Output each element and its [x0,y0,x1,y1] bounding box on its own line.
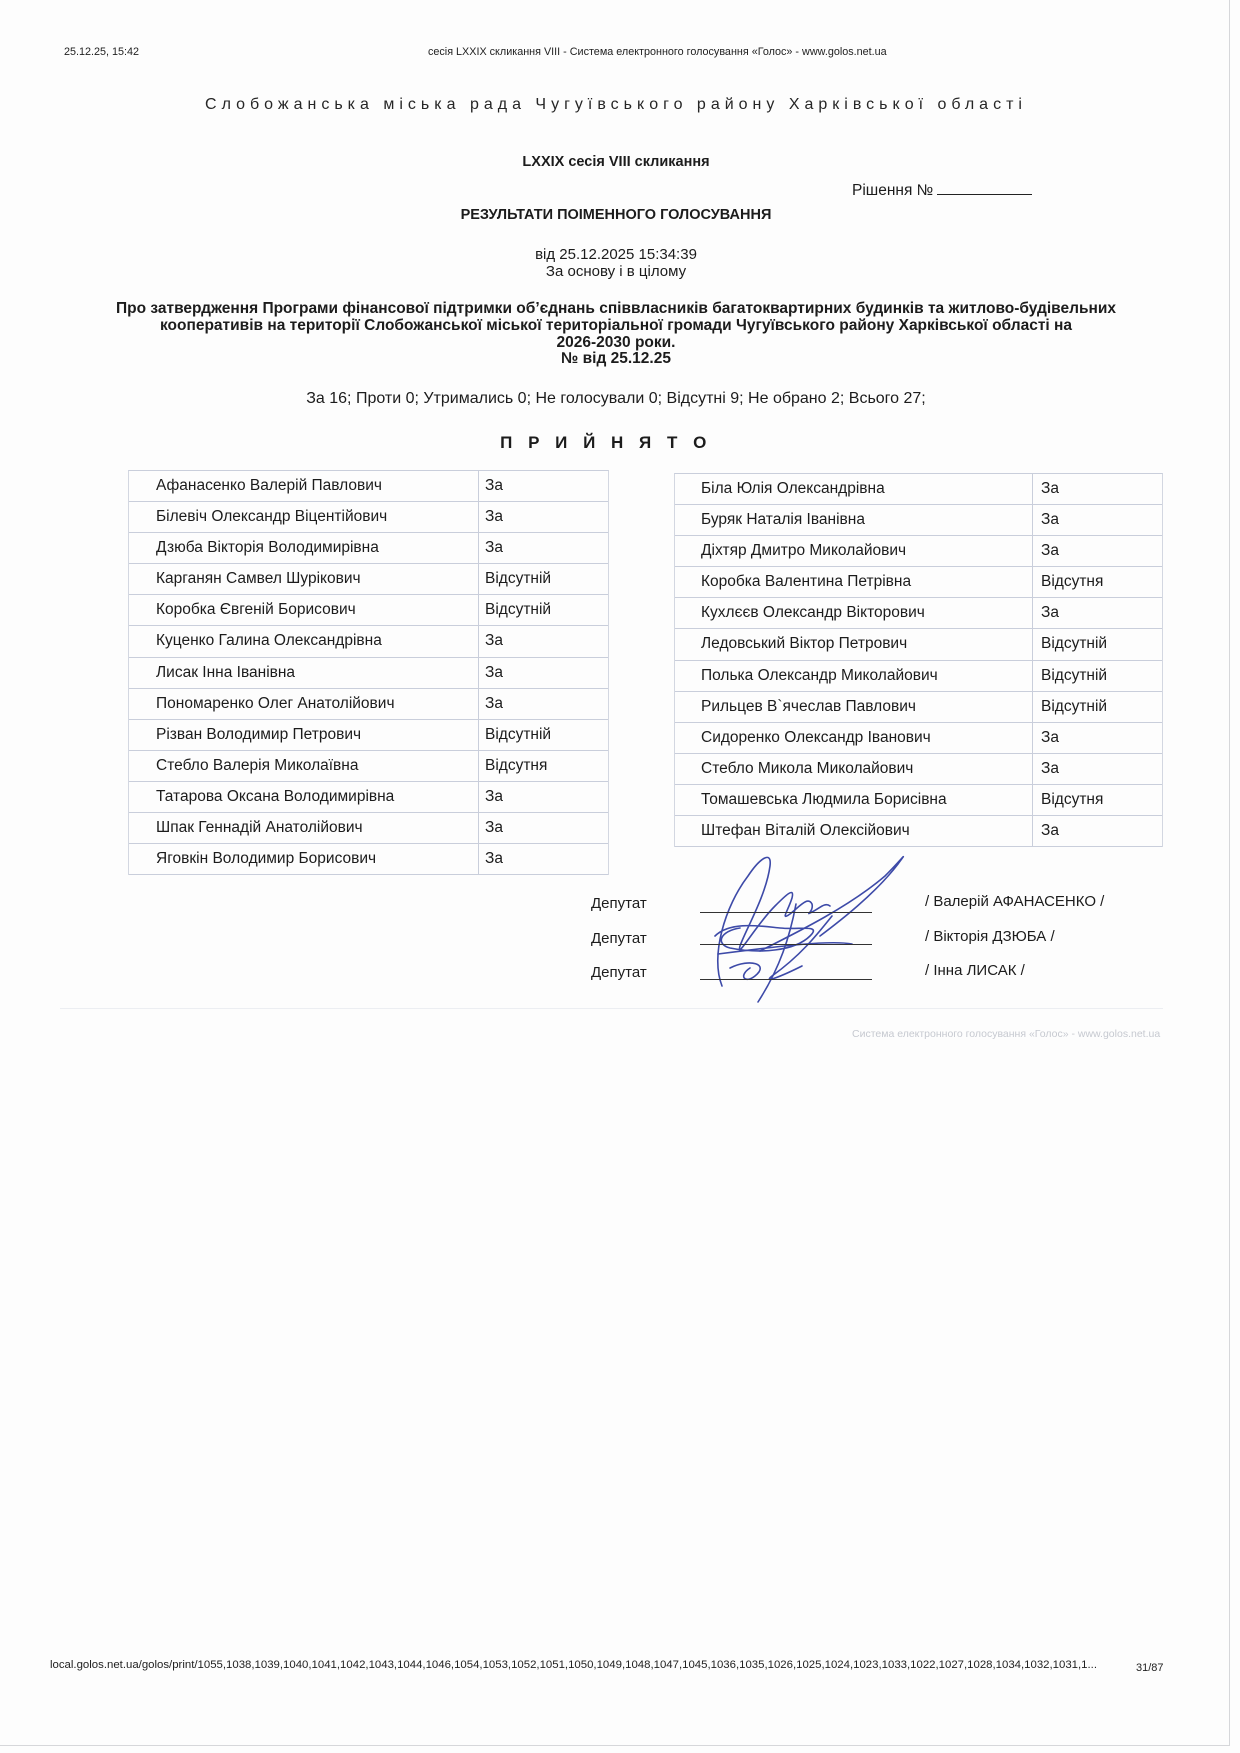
vote-row [129,626,608,657]
vote-row [129,720,608,751]
deputy-name: Ледовський Віктор Петрович [675,629,1033,659]
vote-row [129,751,608,782]
vote-row [675,785,1162,816]
handwritten-signature [700,836,940,1006]
scan-edge-bottom [0,1745,1230,1746]
deputy-name: Стебло Валерія Миколаївна [129,751,479,781]
signature-role: Депутат [591,895,647,912]
deputy-name: Томашевська Людмила Борисівна [675,785,1033,815]
signature-role: Депутат [591,930,647,947]
decision-number-blank [937,179,1032,195]
deputy-name: Біла Юлія Олександрівна [675,474,1033,504]
vote-row [675,474,1162,505]
vote-type: За основу і в цілому [545,263,687,280]
page-number: 31/87 [1136,1662,1164,1674]
vote-value: Відсутня [1041,573,1104,591]
vote-row [675,536,1162,567]
vote-row [675,567,1162,598]
votes-table-left [128,470,609,875]
deputy-name: Діхтяр Дмитро Миколайович [675,536,1033,566]
vote-value: За [485,663,503,681]
vote-value: За [485,819,503,837]
deputy-name: Буряк Наталія Іванівна [675,505,1033,535]
vote-row [129,595,608,626]
subject-line: Про затвердження Програми фінансової підтримки об’єднань співвласників багатоквартирних будинків та житлово-будівельних [116,300,1117,317]
subject-line: 2026-2030 роки. [556,333,676,351]
deputy-name: Різван Володимир Петрович [129,720,479,750]
vote-value: За [485,694,503,712]
session-title: LXXIX сесія VIII скликання [522,154,710,170]
vote-totals: За 16; Проти 0; Утримались 0; Не голосували 0; Відсутні 9; Не обрано 2; Всього 27; [306,390,926,407]
vote-value: За [485,539,503,557]
vote-value: За [1041,822,1059,840]
vote-row [129,689,608,720]
vote-row [129,658,608,689]
council-name: Слобожанська міська рада Чугуївського району Харківської області [205,96,1027,113]
vote-row [129,782,608,813]
decision-label: Рішення № [852,182,934,199]
signature-line [700,912,872,913]
vote-value: Відсутній [485,570,552,588]
decision-number [852,179,1032,200]
system-watermark: Система електронного голосування «Голос» - www.golos.net.ua [852,1028,1161,1040]
deputy-name: Карганян Самвел Шурікович [129,564,479,594]
deputy-name: Кухлєєв Олександр Вікторович [675,598,1033,628]
vote-row [129,813,608,844]
vote-value: За [485,508,503,526]
signature-role: Депутат [591,964,647,981]
vote-row [675,754,1162,785]
scan-edge-right [1229,0,1230,1745]
deputy-name: Куценко Галина Олександрівна [129,626,479,656]
deputy-name: Рильцев В`ячеслав Павлович [675,692,1033,722]
deputy-name: Стебло Микола Миколайович [675,754,1033,784]
vote-row [129,502,608,533]
subject-number: № від 25.12.25 [561,350,671,368]
deputy-name: Коробка Валентина Петрівна [675,567,1033,597]
vote-value: Відсутній [1041,635,1108,653]
vote-row [129,564,608,595]
vote-row [129,533,608,564]
print-url: local.golos.net.ua/golos/print/1055,1038,1039,1040,1041,1042,1043,1044,1046,1054,1053,1052,1051,1050,1049,1048,1047,1045,1036,1035,1026,1025,1024,1023,1033,1022,1027,1028,1034,1032,1031,1... [50,1659,1098,1671]
vote-value: За [1041,542,1059,560]
vote-value: Відсутня [485,756,548,774]
print-timestamp: 25.12.25, 15:42 [64,46,140,58]
deputy-name: Татарова Оксана Володимирівна [129,782,479,812]
vote-value: За [1041,759,1059,777]
deputy-name: Шпак Геннадій Анатолійович [129,813,479,843]
deputy-name: Афанасенко Валерій Павлович [129,471,479,501]
vote-value: Відсутній [1041,666,1108,684]
vote-datetime: від 25.12.2025 15:34:39 [535,246,697,263]
vote-value: За [485,850,503,868]
footer-divider [60,1008,1163,1009]
vote-value: За [485,477,503,494]
deputy-name: Білевіч Олександр Віцентійович [129,502,479,532]
vote-value: Відсутній [485,601,552,619]
vote-value: Відсутній [1041,697,1108,715]
signatory-name: / Валерій АФАНАСЕНКО / [925,893,1105,910]
deputy-name: Штефан Віталій Олексійович [675,816,1033,846]
vote-row [675,692,1162,723]
vote-value: Відсутній [485,725,552,743]
signatory-name: / Вікторія ДЗЮБА / [925,928,1055,945]
signature-line [700,944,872,945]
subject-line: кооперативів на території Слобожанської міської територіальної громади Чугуївського району Харківської області на [159,316,1073,334]
subject-block [116,301,1116,368]
deputy-name: Лисак Інна Іванівна [129,658,479,688]
vote-value: За [1041,604,1059,622]
report-title: РЕЗУЛЬТАТИ ПОІМЕННОГО ГОЛОСУВАННЯ [460,207,772,223]
vote-value: За [1041,728,1059,746]
signatory-name: / Інна ЛИСАК / [925,962,1025,979]
deputy-name: Дзюба Вікторія Володимирівна [129,533,479,563]
deputy-name: Пономаренко Олег Анатолійович [129,689,479,719]
vote-value: За [485,787,503,805]
vote-value: За [1041,511,1059,529]
vote-value: За [485,632,503,650]
vote-result: П Р И Й Н Я Т О [500,433,712,452]
vote-value: Відсутня [1041,790,1104,808]
signature-line [700,979,872,980]
vote-row [129,471,608,502]
vote-row [675,661,1162,692]
deputy-name: Полька Олександр Миколайович [675,661,1033,691]
votes-table-right [674,473,1163,847]
vote-row [675,629,1162,660]
print-source-header: сесія LXXIX скликання VIII - Система електронного голосування «Голос» - www.golos.net.ua [428,46,887,58]
vote-row [129,844,608,875]
vote-row [675,505,1162,536]
deputy-name: Яговкін Володимир Борисович [129,844,479,874]
deputy-name: Сидоренко Олександр Іванович [675,723,1033,753]
vote-row [675,723,1162,754]
vote-row [675,598,1162,629]
deputy-name: Коробка Євгеній Борисович [129,595,479,625]
vote-value: За [1041,480,1059,497]
